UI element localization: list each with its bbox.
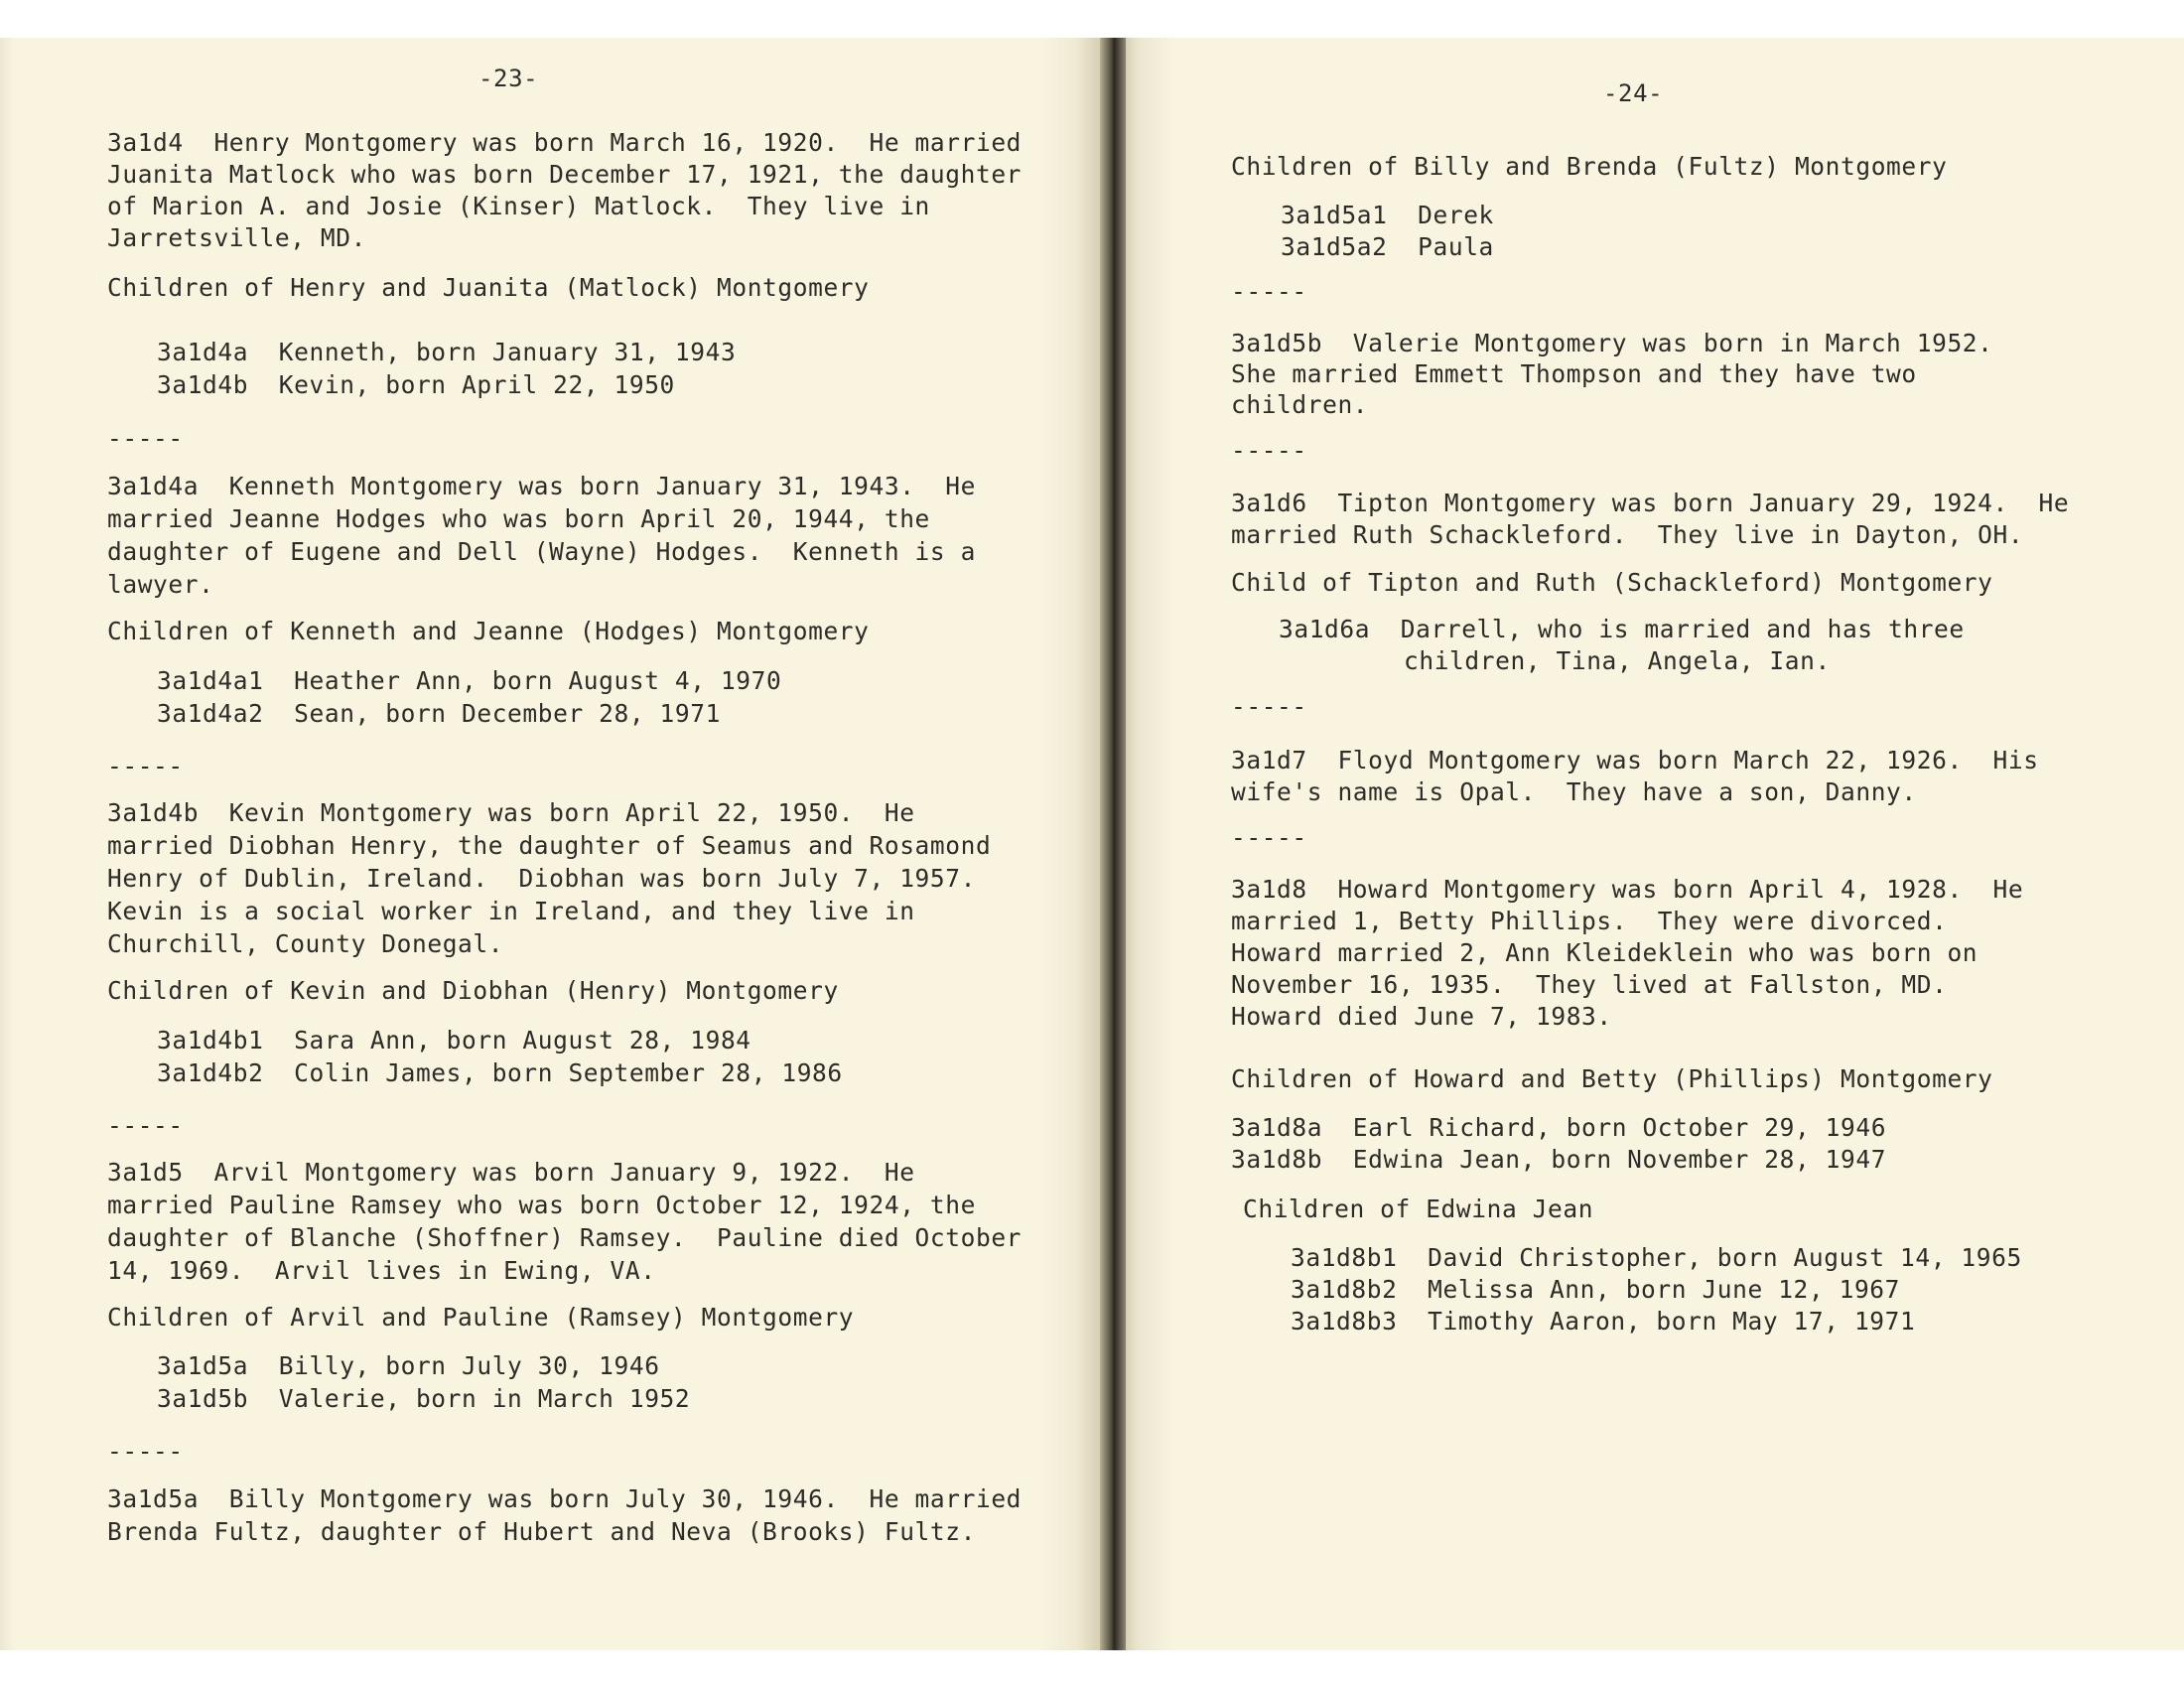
text-line: 3a1d5b Valerie Montgomery was born in March 1952. [1231, 329, 1993, 357]
text-line: married Diobhan Henry, the daughter of Seamus and Rosamond [107, 831, 992, 860]
children-heading: Children of Arvil and Pauline (Ramsey) Montgomery [107, 1303, 855, 1332]
text-line: She married Emmett Thompson and they have two [1231, 359, 1917, 388]
text-line: wife's name is Opal. They have a son, Danny. [1231, 777, 1917, 806]
right-page [1114, 38, 2184, 1650]
child-entry: 3a1d8b2 Melissa Ann, born June 12, 1967 [1291, 1275, 1901, 1304]
text-line: of Marion A. and Josie (Kinser) Matlock. They live in [107, 192, 930, 220]
section-divider: ----- [107, 752, 184, 780]
children-heading: Children of Howard and Betty (Phillips) Montgomery [1231, 1064, 1993, 1093]
section-divider: ----- [107, 1437, 184, 1466]
child-entry: 3a1d4b2 Colin James, born September 28, 1986 [157, 1058, 843, 1087]
child-entry: 3a1d4a2 Sean, born December 28, 1971 [157, 699, 721, 728]
children-heading: Children of Henry and Juanita (Matlock) Montgomery [107, 273, 870, 302]
text-line: children. [1231, 390, 1369, 419]
text-line: 3a1d4a Kenneth Montgomery was born January 31, 1943. He [107, 472, 976, 500]
section-divider: ----- [1231, 277, 1307, 306]
children-heading: Children of Kevin and Diobhan (Henry) Montgomery [107, 976, 839, 1005]
section-divider: ----- [1231, 823, 1307, 852]
child-entry: 3a1d8b3 Timothy Aaron, born May 17, 1971 [1291, 1307, 1916, 1336]
text-line: 3a1d4 Henry Montgomery was born March 16, 1920. He married [107, 128, 1023, 157]
text-line: married Jeanne Hodges who was born April 20, 1944, the [107, 504, 930, 533]
children-heading: Children of Edwina Jean [1243, 1195, 1594, 1223]
child-entry: 3a1d5a1 Derek [1281, 201, 1494, 229]
child-entry: 3a1d5a Billy, born July 30, 1946 [157, 1351, 660, 1380]
text-line: lawyer. [107, 570, 214, 599]
book-spread [0, 38, 2184, 1650]
child-entry: 3a1d8b1 David Christopher, born August 14, 1965 [1291, 1243, 2022, 1272]
child-entry: 3a1d8a Earl Richard, born October 29, 1946 [1231, 1113, 1887, 1142]
text-line: 3a1d5a Billy Montgomery was born July 30, 1946. He married [107, 1484, 1023, 1513]
text-line: married 1, Betty Phillips. They were divorced. [1231, 907, 1948, 935]
child-entry: children, Tina, Angela, Ian. [1404, 646, 1831, 675]
text-line: Howard died June 7, 1983. [1231, 1002, 1612, 1031]
text-line: 3a1d4b Kevin Montgomery was born April 22, 1950. He [107, 798, 915, 827]
section-divider: ----- [1231, 436, 1307, 465]
text-line: November 16, 1935. They lived at Fallston, MD. [1231, 970, 1948, 999]
text-line: 3a1d7 Floyd Montgomery was born March 22, 1926. His [1231, 746, 2039, 774]
text-line: married Ruth Schackleford. They live in Dayton, OH. [1231, 520, 2024, 549]
child-entry: 3a1d4a1 Heather Ann, born August 4, 1970 [157, 666, 782, 695]
text-line: Brenda Fultz, daughter of Hubert and Neva (Brooks) Fultz. [107, 1517, 976, 1546]
text-line: Juanita Matlock who was born December 17, 1921, the daughter [107, 160, 1023, 189]
section-divider: ----- [107, 1111, 184, 1140]
section-divider: ----- [1231, 692, 1307, 721]
text-line: 14, 1969. Arvil lives in Ewing, VA. [107, 1256, 656, 1285]
left-page [0, 38, 1114, 1650]
text-line: Jarretsville, MD. [107, 223, 366, 252]
child-entry: 3a1d4b1 Sara Ann, born August 28, 1984 [157, 1026, 751, 1055]
page-number: -23- [478, 65, 539, 92]
child-entry: 3a1d8b Edwina Jean, born November 28, 1947 [1231, 1145, 1887, 1174]
text-line: 3a1d5 Arvil Montgomery was born January 9, 1922. He [107, 1158, 915, 1187]
text-line: Henry of Dublin, Ireland. Diobhan was born July 7, 1957. [107, 864, 976, 893]
section-divider: ----- [107, 424, 184, 453]
children-heading: Children of Billy and Brenda (Fultz) Montgomery [1231, 152, 1948, 181]
text-line: Kevin is a social worker in Ireland, and they live in [107, 897, 915, 925]
book-gutter [1100, 38, 1126, 1650]
child-entry: 3a1d4a Kenneth, born January 31, 1943 [157, 338, 737, 366]
text-line: 3a1d8 Howard Montgomery was born April 4, 1928. He [1231, 875, 2024, 904]
child-entry: 3a1d5b Valerie, born in March 1952 [157, 1384, 691, 1413]
child-entry: 3a1d5a2 Paula [1281, 232, 1494, 261]
text-line: married Pauline Ramsey who was born October 12, 1924, the [107, 1191, 976, 1219]
page-number: -24- [1603, 79, 1664, 107]
text-line: daughter of Eugene and Dell (Wayne) Hodges. Kenneth is a [107, 537, 976, 566]
text-line: 3a1d6 Tipton Montgomery was born January 29, 1924. He [1231, 489, 2070, 517]
text-line: Howard married 2, Ann Kleideklein who was born on [1231, 938, 1979, 967]
children-heading: Children of Kenneth and Jeanne (Hodges) Montgomery [107, 617, 870, 645]
child-entry: 3a1d4b Kevin, born April 22, 1950 [157, 370, 675, 399]
text-line: Churchill, County Donegal. [107, 929, 504, 958]
child-entry: 3a1d6a Darrell, who is married and has three [1279, 615, 1965, 643]
text-line: daughter of Blanche (Shoffner) Ramsey. Pauline died October [107, 1223, 1023, 1252]
children-heading: Child of Tipton and Ruth (Schackleford) Montgomery [1231, 568, 1993, 597]
